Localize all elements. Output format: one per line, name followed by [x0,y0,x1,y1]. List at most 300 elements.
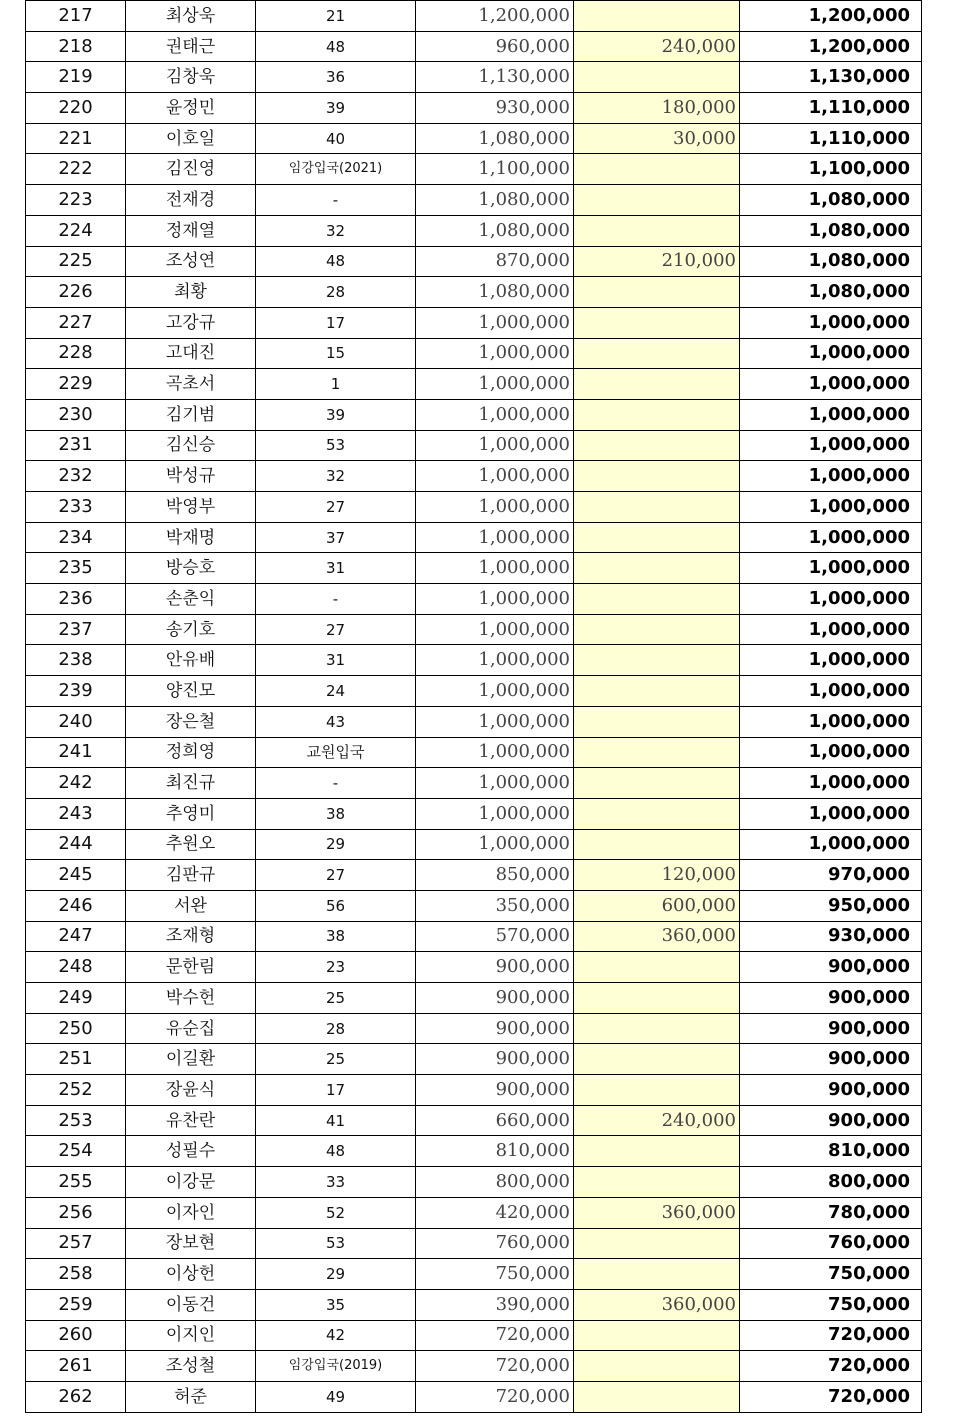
table-row [26,1167,922,1198]
table-row [26,1381,922,1412]
name-cell: 이강문 [126,1167,256,1198]
table-row [26,553,922,584]
name-cell: 조재형 [126,921,256,952]
row-number-cell: 251 [26,1044,126,1075]
amount-cell: 1,000,000 [416,553,574,584]
row-number-cell: 241 [26,737,126,768]
table-row [26,1351,922,1382]
total-cell: 720,000 [740,1381,922,1412]
amount-cell: 1,000,000 [416,798,574,829]
amount-cell: 1,080,000 [416,185,574,216]
row-number-cell: 248 [26,952,126,983]
additional-amount-cell [574,1351,740,1382]
generation-cell: 28 [256,1013,416,1044]
row-number-cell: 253 [26,1105,126,1136]
amount-cell: 1,000,000 [416,706,574,737]
additional-amount-cell [574,798,740,829]
row-number-cell: 217 [26,1,126,32]
name-cell: 박재명 [126,522,256,553]
total-cell: 1,130,000 [740,62,922,93]
table-row [26,215,922,246]
row-number-cell: 243 [26,798,126,829]
generation-cell: 56 [256,890,416,921]
amount-cell: 1,000,000 [416,676,574,707]
row-number-cell: 221 [26,123,126,154]
total-cell: 1,000,000 [740,461,922,492]
table-row [26,246,922,277]
amount-cell: 900,000 [416,1013,574,1044]
additional-amount-cell [574,185,740,216]
total-cell: 1,110,000 [740,123,922,154]
row-number-cell: 252 [26,1075,126,1106]
table-row [26,706,922,737]
generation-cell: 39 [256,93,416,124]
amount-cell: 1,080,000 [416,123,574,154]
additional-amount-cell [574,768,740,799]
total-cell: 900,000 [740,1105,922,1136]
name-cell: 이자인 [126,1197,256,1228]
name-cell: 조성철 [126,1351,256,1382]
total-cell: 1,000,000 [740,614,922,645]
additional-amount-cell: 600,000 [574,890,740,921]
additional-amount-cell [574,737,740,768]
row-number-cell: 256 [26,1197,126,1228]
name-cell: 이지인 [126,1320,256,1351]
row-number-cell: 219 [26,62,126,93]
table-body [26,1,922,1413]
row-number-cell: 240 [26,706,126,737]
row-number-cell: 249 [26,983,126,1014]
name-cell: 김신승 [126,430,256,461]
name-cell: 고대진 [126,338,256,369]
additional-amount-cell [574,1075,740,1106]
amount-cell: 720,000 [416,1320,574,1351]
table-row [26,829,922,860]
row-number-cell: 255 [26,1167,126,1198]
row-number-cell: 258 [26,1259,126,1290]
generation-cell: 23 [256,952,416,983]
table-row [26,737,922,768]
total-cell: 1,000,000 [740,430,922,461]
additional-amount-cell: 360,000 [574,1197,740,1228]
row-number-cell: 220 [26,93,126,124]
additional-amount-cell [574,952,740,983]
name-cell: 장은철 [126,706,256,737]
generation-cell: 21 [256,1,416,32]
row-number-cell: 261 [26,1351,126,1382]
amount-cell: 750,000 [416,1259,574,1290]
generation-cell: 15 [256,338,416,369]
amount-cell: 1,000,000 [416,399,574,430]
name-cell: 장보현 [126,1228,256,1259]
amount-cell: 1,000,000 [416,461,574,492]
total-cell: 1,000,000 [740,584,922,615]
additional-amount-cell: 210,000 [574,246,740,277]
name-cell: 추영미 [126,798,256,829]
row-number-cell: 225 [26,246,126,277]
name-cell: 이길환 [126,1044,256,1075]
amount-cell: 570,000 [416,921,574,952]
donation-table [25,0,922,1413]
additional-amount-cell [574,1013,740,1044]
total-cell: 1,080,000 [740,246,922,277]
table-row [26,584,922,615]
name-cell: 최상욱 [126,1,256,32]
name-cell: 정희영 [126,737,256,768]
total-cell: 1,000,000 [740,399,922,430]
amount-cell: 1,100,000 [416,154,574,185]
name-cell: 이호일 [126,123,256,154]
generation-cell: 42 [256,1320,416,1351]
total-cell: 900,000 [740,1044,922,1075]
amount-cell: 1,000,000 [416,492,574,523]
total-cell: 1,100,000 [740,154,922,185]
name-cell: 곡초서 [126,369,256,400]
generation-cell: 31 [256,553,416,584]
amount-cell: 1,000,000 [416,430,574,461]
total-cell: 930,000 [740,921,922,952]
additional-amount-cell: 240,000 [574,1105,740,1136]
row-number-cell: 237 [26,614,126,645]
additional-amount-cell [574,62,740,93]
amount-cell: 760,000 [416,1228,574,1259]
amount-cell: 720,000 [416,1381,574,1412]
row-number-cell: 223 [26,185,126,216]
generation-cell: 48 [256,1136,416,1167]
row-number-cell: 250 [26,1013,126,1044]
name-cell: 방승호 [126,553,256,584]
table-row [26,1320,922,1351]
table-row [26,93,922,124]
generation-cell: - [256,768,416,799]
row-number-cell: 238 [26,645,126,676]
row-number-cell: 245 [26,860,126,891]
amount-cell: 930,000 [416,93,574,124]
name-cell: 유찬란 [126,1105,256,1136]
additional-amount-cell [574,1167,740,1198]
amount-cell: 1,000,000 [416,522,574,553]
name-cell: 조성연 [126,246,256,277]
table-row [26,645,922,676]
generation-cell: 27 [256,860,416,891]
total-cell: 1,000,000 [740,522,922,553]
generation-cell: 53 [256,1228,416,1259]
row-number-cell: 231 [26,430,126,461]
amount-cell: 800,000 [416,1167,574,1198]
amount-cell: 900,000 [416,983,574,1014]
name-cell: 정재열 [126,215,256,246]
additional-amount-cell [574,492,740,523]
table-row [26,62,922,93]
generation-cell: 35 [256,1289,416,1320]
table-row [26,1289,922,1320]
additional-amount-cell [574,1381,740,1412]
generation-cell: 48 [256,246,416,277]
amount-cell: 350,000 [416,890,574,921]
total-cell: 1,200,000 [740,1,922,32]
total-cell: 750,000 [740,1259,922,1290]
generation-cell: 53 [256,430,416,461]
additional-amount-cell [574,1044,740,1075]
table-row [26,338,922,369]
total-cell: 810,000 [740,1136,922,1167]
table-row [26,1013,922,1044]
generation-cell: 28 [256,277,416,308]
additional-amount-cell [574,829,740,860]
amount-cell: 900,000 [416,1044,574,1075]
name-cell: 박성규 [126,461,256,492]
name-cell: 장윤식 [126,1075,256,1106]
generation-cell: 32 [256,215,416,246]
name-cell: 김판규 [126,860,256,891]
name-cell: 김기범 [126,399,256,430]
total-cell: 1,000,000 [740,338,922,369]
row-number-cell: 226 [26,277,126,308]
row-number-cell: 234 [26,522,126,553]
table-row [26,983,922,1014]
amount-cell: 1,000,000 [416,768,574,799]
additional-amount-cell [574,553,740,584]
table-row [26,1075,922,1106]
additional-amount-cell [574,277,740,308]
row-number-cell: 227 [26,307,126,338]
amount-cell: 1,000,000 [416,307,574,338]
additional-amount-cell [574,1259,740,1290]
amount-cell: 1,000,000 [416,338,574,369]
generation-cell: 17 [256,1075,416,1106]
additional-amount-cell [574,338,740,369]
total-cell: 1,000,000 [740,829,922,860]
total-cell: 720,000 [740,1320,922,1351]
row-number-cell: 257 [26,1228,126,1259]
table-row [26,123,922,154]
generation-cell: 31 [256,645,416,676]
table-row [26,798,922,829]
additional-amount-cell: 30,000 [574,123,740,154]
additional-amount-cell [574,522,740,553]
total-cell: 800,000 [740,1167,922,1198]
total-cell: 1,000,000 [740,706,922,737]
table-row [26,1228,922,1259]
name-cell: 최황 [126,277,256,308]
generation-cell: 27 [256,614,416,645]
total-cell: 900,000 [740,952,922,983]
additional-amount-cell [574,645,740,676]
generation-cell: 임강입국(2019) [256,1351,416,1382]
row-number-cell: 260 [26,1320,126,1351]
row-number-cell: 222 [26,154,126,185]
total-cell: 1,000,000 [740,768,922,799]
total-cell: 1,080,000 [740,277,922,308]
name-cell: 권태근 [126,31,256,62]
total-cell: 780,000 [740,1197,922,1228]
total-cell: 900,000 [740,983,922,1014]
generation-cell: 38 [256,921,416,952]
generation-cell: 교원입국 [256,737,416,768]
generation-cell: 43 [256,706,416,737]
table-row [26,952,922,983]
generation-cell: 17 [256,307,416,338]
table-row [26,921,922,952]
name-cell: 손춘익 [126,584,256,615]
generation-cell: 29 [256,829,416,860]
amount-cell: 1,080,000 [416,215,574,246]
name-cell: 전재경 [126,185,256,216]
name-cell: 추원오 [126,829,256,860]
name-cell: 안유배 [126,645,256,676]
additional-amount-cell [574,1228,740,1259]
total-cell: 1,200,000 [740,31,922,62]
table-row [26,369,922,400]
row-number-cell: 246 [26,890,126,921]
name-cell: 최진규 [126,768,256,799]
table-row [26,1197,922,1228]
amount-cell: 1,000,000 [416,584,574,615]
total-cell: 1,000,000 [740,492,922,523]
additional-amount-cell: 360,000 [574,1289,740,1320]
table-row [26,522,922,553]
additional-amount-cell [574,1136,740,1167]
name-cell: 고강규 [126,307,256,338]
generation-cell: 임강입국(2021) [256,154,416,185]
row-number-cell: 229 [26,369,126,400]
name-cell: 박영부 [126,492,256,523]
table-row [26,307,922,338]
additional-amount-cell [574,430,740,461]
amount-cell: 810,000 [416,1136,574,1167]
generation-cell: 36 [256,62,416,93]
generation-cell: 29 [256,1259,416,1290]
amount-cell: 870,000 [416,246,574,277]
additional-amount-cell [574,983,740,1014]
name-cell: 성필수 [126,1136,256,1167]
generation-cell: - [256,185,416,216]
total-cell: 950,000 [740,890,922,921]
total-cell: 1,000,000 [740,307,922,338]
table-row [26,430,922,461]
name-cell: 문한림 [126,952,256,983]
row-number-cell: 218 [26,31,126,62]
generation-cell: 1 [256,369,416,400]
total-cell: 760,000 [740,1228,922,1259]
row-number-cell: 236 [26,584,126,615]
additional-amount-cell [574,614,740,645]
additional-amount-cell: 180,000 [574,93,740,124]
generation-cell: 24 [256,676,416,707]
name-cell: 박수헌 [126,983,256,1014]
table-row [26,860,922,891]
amount-cell: 390,000 [416,1289,574,1320]
total-cell: 1,000,000 [740,553,922,584]
amount-cell: 900,000 [416,952,574,983]
total-cell: 720,000 [740,1351,922,1382]
total-cell: 1,110,000 [740,93,922,124]
name-cell: 김진영 [126,154,256,185]
row-number-cell: 230 [26,399,126,430]
table-row [26,890,922,921]
total-cell: 1,000,000 [740,645,922,676]
row-number-cell: 254 [26,1136,126,1167]
amount-cell: 1,080,000 [416,277,574,308]
total-cell: 1,080,000 [740,185,922,216]
total-cell: 1,000,000 [740,737,922,768]
amount-cell: 1,000,000 [416,737,574,768]
row-number-cell: 247 [26,921,126,952]
table-row [26,1136,922,1167]
generation-cell: 25 [256,1044,416,1075]
table-row [26,768,922,799]
additional-amount-cell: 240,000 [574,31,740,62]
generation-cell: 41 [256,1105,416,1136]
row-number-cell: 235 [26,553,126,584]
amount-cell: 420,000 [416,1197,574,1228]
table-row [26,461,922,492]
name-cell: 윤정민 [126,93,256,124]
amount-cell: 1,000,000 [416,645,574,676]
row-number-cell: 244 [26,829,126,860]
amount-cell: 960,000 [416,31,574,62]
table-row [26,277,922,308]
row-number-cell: 239 [26,676,126,707]
amount-cell: 720,000 [416,1351,574,1382]
total-cell: 1,000,000 [740,798,922,829]
generation-cell: 25 [256,983,416,1014]
name-cell: 양진모 [126,676,256,707]
generation-cell: 40 [256,123,416,154]
additional-amount-cell [574,369,740,400]
generation-cell: 52 [256,1197,416,1228]
generation-cell: 37 [256,522,416,553]
row-number-cell: 228 [26,338,126,369]
amount-cell: 1,000,000 [416,614,574,645]
amount-cell: 1,200,000 [416,1,574,32]
name-cell: 서완 [126,890,256,921]
additional-amount-cell [574,1320,740,1351]
table-row [26,185,922,216]
generation-cell: 32 [256,461,416,492]
name-cell: 유순집 [126,1013,256,1044]
table-row [26,492,922,523]
additional-amount-cell [574,706,740,737]
total-cell: 1,080,000 [740,215,922,246]
table-row [26,399,922,430]
table-row [26,676,922,707]
amount-cell: 1,130,000 [416,62,574,93]
table-row [26,154,922,185]
row-number-cell: 233 [26,492,126,523]
table-row [26,614,922,645]
table-row [26,1,922,32]
additional-amount-cell [574,399,740,430]
total-cell: 970,000 [740,860,922,891]
total-cell: 900,000 [740,1013,922,1044]
total-cell: 1,000,000 [740,369,922,400]
generation-cell: - [256,584,416,615]
generation-cell: 39 [256,399,416,430]
additional-amount-cell: 120,000 [574,860,740,891]
row-number-cell: 224 [26,215,126,246]
name-cell: 이동건 [126,1289,256,1320]
additional-amount-cell [574,154,740,185]
row-number-cell: 259 [26,1289,126,1320]
total-cell: 900,000 [740,1075,922,1106]
generation-cell: 49 [256,1381,416,1412]
total-cell: 750,000 [740,1289,922,1320]
additional-amount-cell [574,1,740,32]
additional-amount-cell [574,676,740,707]
generation-cell: 38 [256,798,416,829]
generation-cell: 33 [256,1167,416,1198]
